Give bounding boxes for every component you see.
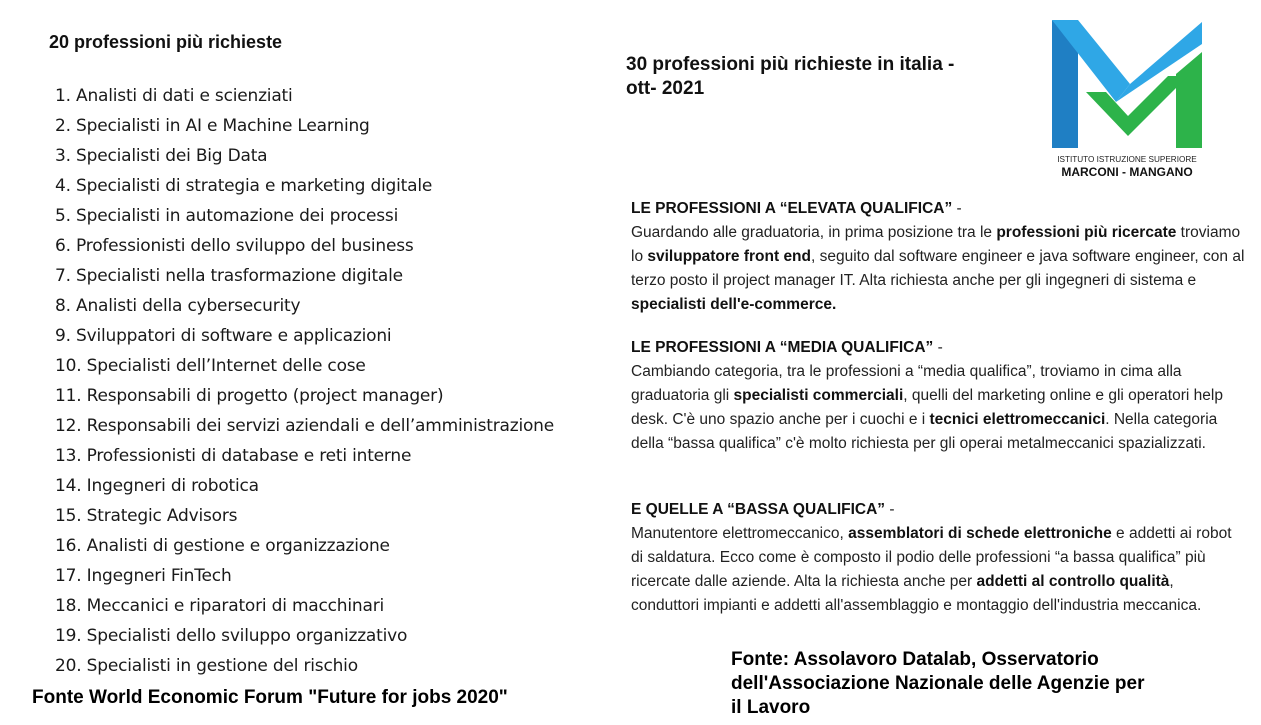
section-text: . Nella categoria della “bassa qualifica” c'è molto richiesta per gli operai metalmeccanici spazializzati. xyxy=(631,411,1218,452)
section-bold-text: specialisti dell'e-commerce. xyxy=(631,296,837,313)
list-item: 1. Analisti di dati e scienziati xyxy=(55,86,293,106)
section-bold-text: assemblatori di schede elettroniche xyxy=(848,525,1112,542)
section-heading: LE PROFESSIONI A “ELEVATA QUALIFICA” xyxy=(631,200,953,217)
section-text: , seguito dal software engineer e java software engineer, con al terzo posto il project manager IT. Alta richiesta anche per gli ingegneri di sistema e xyxy=(631,248,1245,289)
section-heading: E QUELLE A “BASSA QUALIFICA” xyxy=(631,501,886,518)
list-item: 7. Specialisti nella trasformazione digitale xyxy=(55,266,403,286)
list-item: 20. Specialisti in gestione del rischio xyxy=(55,656,358,676)
section-heading-suffix: - xyxy=(933,339,943,356)
section-heading: LE PROFESSIONI A “MEDIA QUALIFICA” xyxy=(631,339,934,356)
list-item: 14. Ingegneri di robotica xyxy=(55,476,259,496)
section-text: Cambiando categoria, tra le professioni a “media qualifica”, troviamo in cima alla graduatoria gli xyxy=(631,363,1182,404)
school-logo xyxy=(1048,20,1206,180)
left-source: Fonte World Economic Forum "Future for jobs 2020" xyxy=(32,687,508,708)
section-elevata-qualifica xyxy=(631,197,1246,317)
list-item: 2. Specialisti in AI e Machine Learning xyxy=(55,116,370,136)
section-bold-text: professioni più ricercate xyxy=(996,224,1177,241)
section-text: , conduttori impianti e addetti all'assemblaggio e montaggio dell'industria meccanica. xyxy=(631,573,1202,614)
section-text: , quelli del marketing online e gli operatori help desk. C'è uno spazio anche per i cuochi e i xyxy=(631,387,1223,428)
list-item: 10. Specialisti dell’Internet delle cose xyxy=(55,356,366,376)
section-bold-text: sviluppatore front end xyxy=(647,248,811,265)
section-bold-text: specialisti commerciali xyxy=(733,387,904,404)
professions-list xyxy=(55,84,554,684)
section-text: Guardando alle graduatoria, in prima posizione tra le xyxy=(631,224,997,241)
section-text: troviamo lo xyxy=(631,224,1241,265)
section-bold-text: addetti al controllo qualità xyxy=(976,573,1170,590)
section-heading-suffix: - xyxy=(885,501,895,518)
left-title: 20 professioni più richieste xyxy=(49,32,283,52)
list-item: 12. Responsabili dei servizi aziendali e dell’amministrazione xyxy=(55,416,555,436)
logo-line2: MARCONI - MANGANO xyxy=(1061,165,1193,179)
list-item: 6. Professionisti dello sviluppo del business xyxy=(55,236,414,256)
section-text: e addetti ai robot di saldatura. Ecco come è composto il podio delle professioni “a bassa qualifica” più ricercate dalle aziende. Alta la richiesta anche per xyxy=(631,525,1232,590)
list-item: 17. Ingegneri FinTech xyxy=(55,566,232,586)
list-item: 16. Analisti di gestione e organizzazione xyxy=(55,536,390,556)
section-bassa-qualifica xyxy=(631,498,1246,618)
list-item: 8. Analisti della cybersecurity xyxy=(55,296,301,316)
list-item: 19. Specialisti dello sviluppo organizzativo xyxy=(55,626,408,646)
list-item: 5. Specialisti in automazione dei processi xyxy=(55,206,399,226)
list-item: 13. Professionisti di database e reti interne xyxy=(55,446,412,466)
section-text: Manutentore elettromeccanico, xyxy=(631,525,849,542)
logo-line1: ISTITUTO ISTRUZIONE SUPERIORE xyxy=(1057,155,1197,164)
list-item: 9. Sviluppatori di software e applicazioni xyxy=(55,326,392,346)
section-bold-text: tecnici elettromeccanici xyxy=(929,411,1106,428)
list-item: 3. Specialisti dei Big Data xyxy=(55,146,268,166)
right-source: Fonte: Assolavoro Datalab, Osservatorio dell'Associazione Nazionale delle Agenzie per il Lavoro xyxy=(731,649,1145,718)
list-item: 11. Responsabili di progetto (project manager) xyxy=(55,386,444,406)
section-heading-suffix: - xyxy=(952,200,962,217)
section-media-qualifica xyxy=(631,336,1246,456)
right-title: 30 professioni più richieste in italia - ott- 2021 xyxy=(626,54,955,99)
list-item: 18. Meccanici e riparatori di macchinari xyxy=(55,596,385,616)
list-item: 15. Strategic Advisors xyxy=(55,506,238,526)
list-item: 4. Specialisti di strategia e marketing digitale xyxy=(55,176,433,196)
